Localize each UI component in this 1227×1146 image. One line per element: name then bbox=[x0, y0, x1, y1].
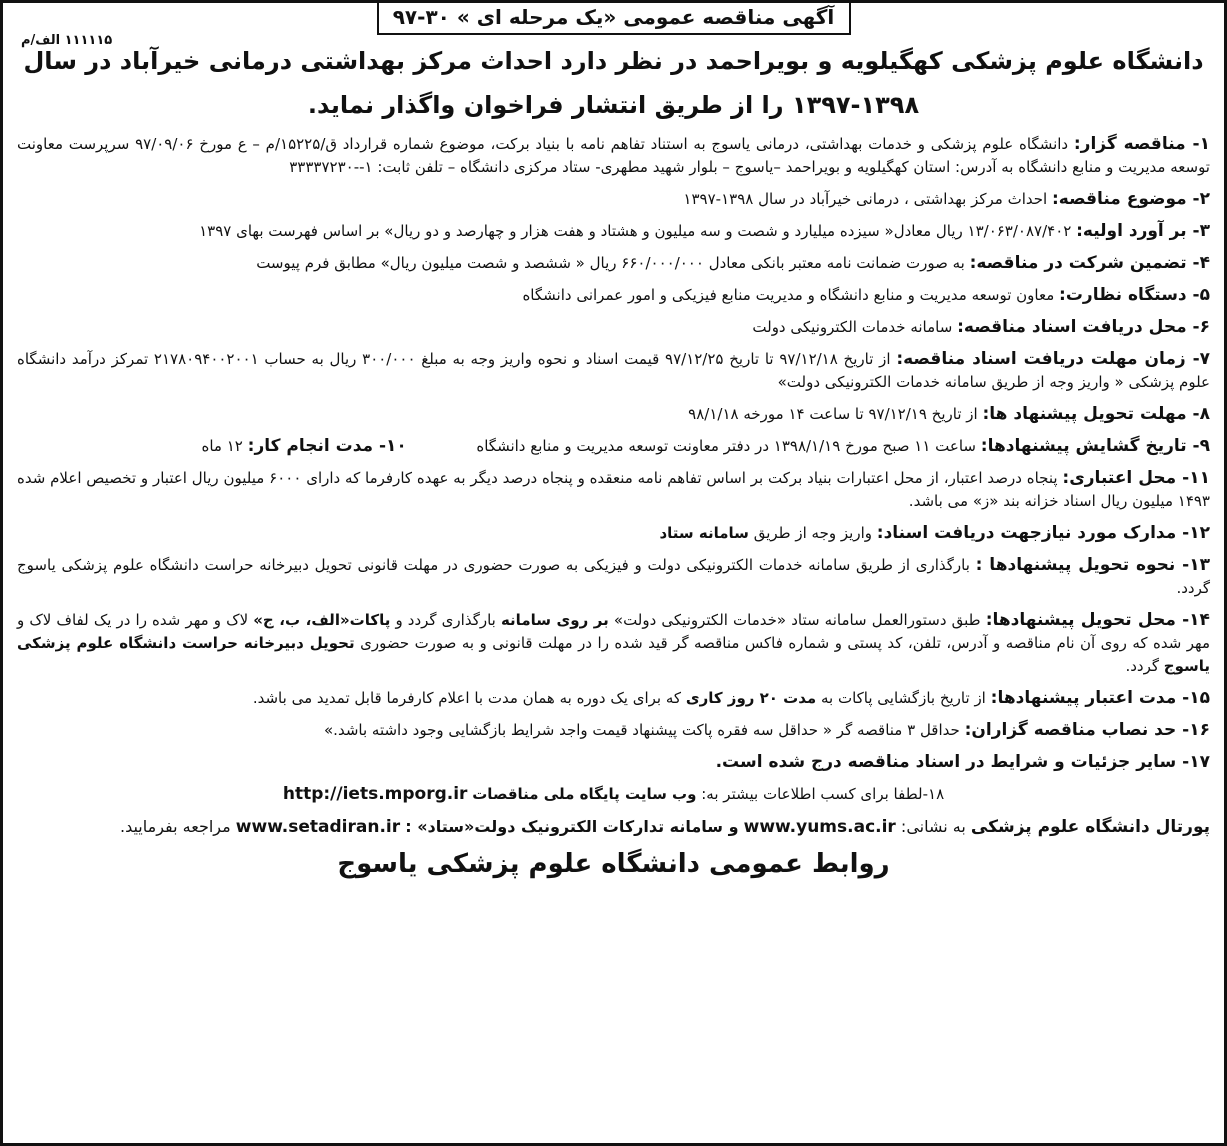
item-13-label: ۱۳- نحوه تحویل پیشنهادها : bbox=[975, 555, 1210, 575]
item-14-bold-1: بر روی سامانه bbox=[500, 611, 609, 629]
item-8 bbox=[17, 403, 1210, 426]
iets-link[interactable]: http://iets.mporg.ir bbox=[282, 784, 468, 804]
item-6 bbox=[17, 316, 1210, 339]
item-9 bbox=[17, 435, 1210, 458]
item-11 bbox=[17, 467, 1210, 513]
item-3 bbox=[17, 220, 1210, 243]
item-7 bbox=[17, 348, 1210, 394]
item-14-bold-3: تحویل دبیرخانه حراست دانشگاه علوم پزشکی یاسوج bbox=[17, 634, 1210, 675]
item-8-text: از تاریخ ۹۷/۱۲/۱۹ تا ساعت ۱۴ مورخه ۹۸/۱/۱۸ bbox=[688, 405, 978, 423]
item-14-bold-2: پاکات«الف، ب، ج» bbox=[253, 611, 391, 629]
item-15-text-2: که برای یک دوره به همان مدت با اعلام کارفرما قابل تمدید می باشد. bbox=[252, 689, 682, 707]
item-2-label: ۲- موضوع مناقصه: bbox=[1051, 189, 1210, 209]
yums-link[interactable]: www.yums.ac.ir bbox=[743, 817, 896, 837]
headline bbox=[17, 39, 1210, 127]
item-5-text: معاون توسعه مدیریت و منابع دانشگاه و مدیریت منابع فیزیکی و امور عمرانی دانشگاه bbox=[522, 286, 1055, 304]
portal-line bbox=[17, 815, 1210, 839]
headline-line-2: ۱۳۹۷-۱۳۹۸ را از طریق انتشار فراخوان واگذار نماید. bbox=[307, 91, 920, 119]
item-2 bbox=[17, 188, 1210, 211]
item-14 bbox=[17, 609, 1210, 678]
portal-label: پورتال دانشگاه علوم پزشکی bbox=[970, 817, 1210, 837]
item-10-text: ۱۲ ماه bbox=[201, 437, 243, 455]
item-8-label: ۸- مهلت تحویل پیشنهاد ها: bbox=[982, 404, 1210, 424]
item-15-bold: مدت ۲۰ روز کاری bbox=[685, 689, 817, 707]
item-16 bbox=[17, 719, 1210, 742]
item-14-text-1: طبق دستورالعمل سامانه ستاد «خدمات الکترونیکی دولت» bbox=[613, 611, 981, 629]
item-16-text: حداقل ۳ مناقصه گر « حداقل سه فقره پاکت پیشنهاد قیمت واجد شرایط بازگشایی وجود داشته باشد.» bbox=[324, 721, 960, 739]
signature: روابط عمومی دانشگاه علوم پزشکی یاسوج bbox=[337, 849, 890, 879]
portal-text-1: به نشانی: bbox=[900, 817, 966, 836]
headline-line-1: دانشگاه علوم پزشکی کهگیلویه و بویراحمد در نظر دارد احداث مرکز بهداشتی درمانی خیرآباد در سال bbox=[23, 47, 1204, 75]
item-5-label: ۵- دستگاه نظارت: bbox=[1059, 285, 1210, 305]
portal-end: مراجعه بفرمایید. bbox=[119, 817, 231, 836]
item-10-label: ۱۰- مدت انجام کار: bbox=[247, 436, 407, 456]
item-15-label: ۱۵- مدت اعتبار پیشنهادها: bbox=[990, 688, 1210, 708]
item-12-label: ۱۲- مدارک مورد نیازجهت دریافت اسناد: bbox=[876, 523, 1210, 543]
item-12 bbox=[17, 522, 1210, 545]
item-15-text-1: از تاریخ بازگشایی پاکات به bbox=[820, 689, 986, 707]
item-7-label: ۷- زمان مهلت دریافت اسناد مناقصه: bbox=[896, 349, 1211, 369]
item-1 bbox=[17, 133, 1210, 179]
item-4-text: به صورت ضمانت نامه معتبر بانکی معادل ۶۶۰/۰۰۰/۰۰۰ ریال « ششصد و شصت میلیون ریال» مطابق فرم پیوست bbox=[256, 254, 965, 272]
item-18-bold: وب سایت پایگاه ملی مناقصات bbox=[472, 785, 697, 803]
item-16-label: ۱۶- حد نصاب مناقصه گزاران: bbox=[964, 720, 1210, 740]
item-1-text: دانشگاه علوم پزشکی و خدمات بهداشتی، درمانی یاسوج به استناد تفاهم نامه با بنیاد برکت، موضوع شماره قرارداد ق/۱۵۲۲۵/م – ع مورخ ۹۷/۰۹/۰۶ سرپرست معاونت توسعه مدیریت و منابع دانشگاه به آدرس: استان کهگیلویه و بویراحمد –یاسوج – بلوار شهید مطهری- ستاد مرکزی دانشگاه – تلفن ثابت: ۱--۳۳۳۳۷۲۳۰ bbox=[17, 135, 1210, 176]
item-18-text: ۱۸-لطفا برای کسب اطلاعات بیشتر به: bbox=[701, 785, 945, 803]
reference-code: ۱۱۱۱۱۵ الف/م bbox=[21, 33, 113, 48]
item-4-label: ۴- تضمین شرکت در مناقصه: bbox=[969, 253, 1210, 273]
item-9-label: ۹- تاریخ گشایش پیشنهادها: bbox=[980, 436, 1210, 456]
item-17 bbox=[17, 751, 1210, 774]
item-14-text-3: لاک و مهر شده را در یک لفاف لاک و مهر شده که روی آن نام مناقصه و آدرس، تلفن، کد پستی و شماره فاکس مناقصه گر قید شده را در مهلت قانونی و به صورت حضوری bbox=[17, 611, 1210, 652]
setadiran-link[interactable]: www.setadiran.ir bbox=[235, 817, 401, 837]
item-11-text: پنجاه درصد اعتبار، از محل اعتبارات بنیاد برکت بر اساس تفاهم نامه منعقده و پنجاه درصد دیگر به عهده کارفرما که دارای ۶۰۰۰ میلیون ریال اعتبار و تخصیص اعلام شده ۱۴۹۳ میلیون ریال اسناد خزانه بند «ز» می باشد. bbox=[17, 469, 1210, 510]
item-6-text: سامانه خدمات الکترونیکی دولت bbox=[752, 318, 953, 336]
item-6-label: ۶- محل دریافت اسناد مناقصه: bbox=[957, 317, 1210, 337]
item-14-text-2: بارگذاری گردد و bbox=[395, 611, 496, 629]
item-4 bbox=[17, 252, 1210, 275]
item-3-text: ۱۳/۰۶۳/۰۸۷/۴۰۲ ریال معادل« سیزده میلیارد و شصت و سه میلیون و هشتاد و هفت هزار و چهارصد و دو ریال» بر اساس فهرست بهای ۱۳۹۷ bbox=[199, 222, 1072, 240]
item-2-text: احداث مرکز بهداشتی ، درمانی خیرآباد در سال ۱۳۹۸-۱۳۹۷ bbox=[683, 190, 1048, 208]
item-12-bold: سامانه ستاد bbox=[659, 524, 749, 542]
item-11-label: ۱۱- محل اعتباری: bbox=[1062, 468, 1210, 488]
item-5 bbox=[17, 284, 1210, 307]
item-17-label: ۱۷- سایر جزئیات و شرایط در اسناد مناقصه درج شده است. bbox=[715, 752, 1210, 772]
item-1-label: ۱- مناقصه گزار: bbox=[1073, 134, 1211, 154]
item-3-label: ۳- بر آورد اولیه: bbox=[1076, 221, 1210, 241]
item-12-text: واریز وجه از طریق bbox=[753, 524, 872, 542]
notice-title: آگهی مناقصه عمومی «یک مرحله ای » ۳۰-۹۷ bbox=[377, 3, 851, 35]
item-13 bbox=[17, 554, 1210, 600]
item-14-label: ۱۴- محل تحویل پیشنهادها: bbox=[985, 610, 1210, 630]
item-13-text: بارگذاری از طریق سامانه خدمات الکترونیکی دولت و فیزیکی به صورت حضوری در مهلت قانونی تحویل دبیرخانه حراست دانشگاه علوم پزشکی یاسوج گردد. bbox=[17, 556, 1210, 597]
item-15 bbox=[17, 687, 1210, 710]
item-9-text: ساعت ۱۱ صبح مورخ ۱۳۹۸/۱/۱۹ در دفتر معاونت توسعه مدیریت و منابع دانشگاه bbox=[476, 437, 976, 455]
item-7-text: از تاریخ ۹۷/۱۲/۱۸ تا تاریخ ۹۷/۱۲/۲۵ قیمت اسناد و نحوه واریز وجه به مبلغ ۳۰۰/۰۰۰ ریال به حساب ۲۱۷۸۰۹۴۰۰۲۰۰۱ تمرکز درآمد دانشگاه علوم پزشکی « واریز وجه از طریق سامانه خدمات الکترونیکی دولت» bbox=[17, 350, 1210, 391]
portal-mid: و سامانه تدارکات الکترونیک دولت«ستاد» : bbox=[405, 817, 739, 836]
item-14-text-4: گردد. bbox=[1125, 657, 1159, 675]
item-18 bbox=[17, 783, 1210, 806]
